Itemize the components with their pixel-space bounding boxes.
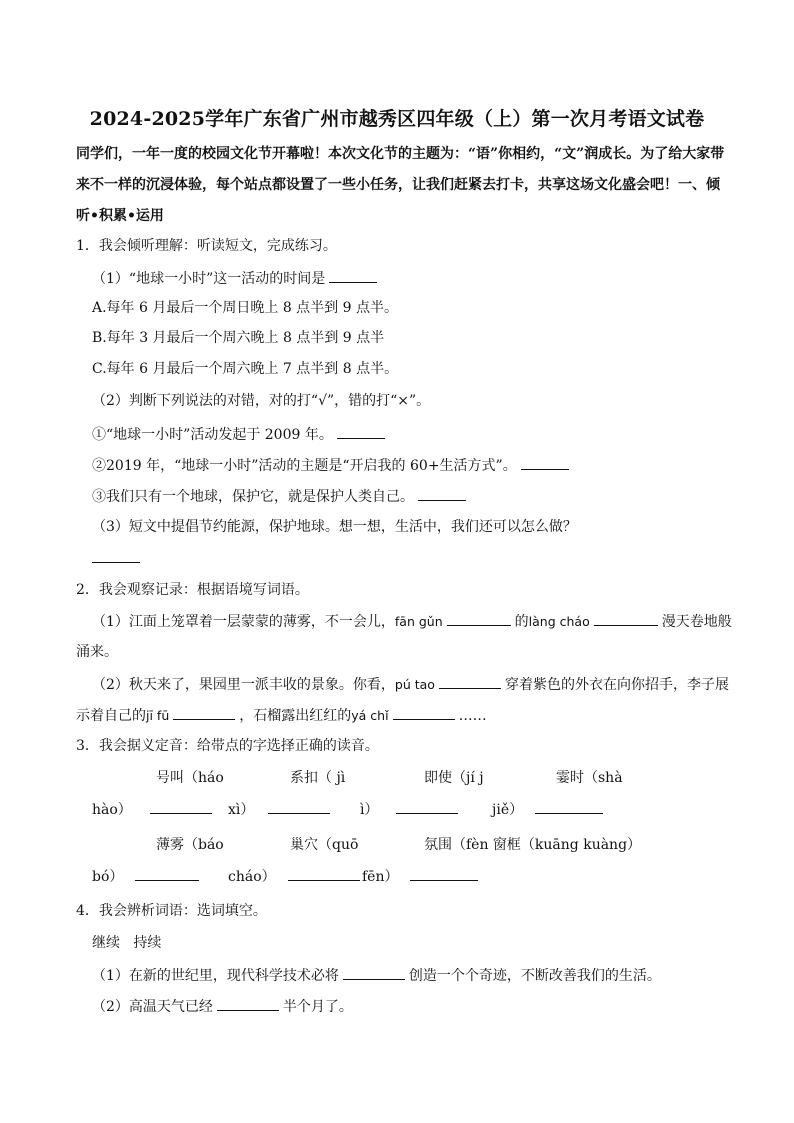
q3-reading-text: ì） <box>360 802 379 818</box>
q1-judge-2-text: ②2019 年，“地球一小时”活动的主题是“开启我的 60+生活方式”。 <box>92 458 517 474</box>
q1-option-a: A.每年 6 月最后一个周日晚上 8 点半到 9 点半。 <box>92 300 398 316</box>
q3-item-2: 系扣（ jì <box>290 770 346 786</box>
q2-para1-text-b: 的 <box>514 614 529 630</box>
q2-para1-text-a: （1）江面上笼罩着一层蒙蒙的薄雾，不一会儿， <box>92 614 395 630</box>
answer-blank[interactable] <box>92 548 140 563</box>
q3-reading-text: hào） <box>92 802 132 818</box>
q2-para2-cont <box>76 705 487 726</box>
q3-row2-a <box>92 799 216 820</box>
answer-blank[interactable] <box>329 268 377 283</box>
pinyin-label: fān gǔn <box>394 614 443 629</box>
q3-reading-text: bó） <box>92 869 124 885</box>
answer-blank[interactable] <box>337 424 385 439</box>
q1-sub1-text: （1）“地球一小时”这一活动的时间是 <box>92 271 326 287</box>
q3-row2-b <box>228 799 334 820</box>
q4-word-choices: 继续 持续 <box>92 935 162 951</box>
q2-para1-text-c: 漫天卷地般 <box>661 614 732 630</box>
answer-blank[interactable] <box>173 705 235 720</box>
q1-judge-3-text: ③我们只有一个地球，保护它，就是保护人类自己。 <box>92 489 414 505</box>
q2-para2-text-d: ，石榴露出红红的 <box>239 708 352 724</box>
answer-blank[interactable] <box>150 799 212 814</box>
answer-blank[interactable] <box>535 799 603 814</box>
q1-judge-1-text: ①“地球一小时”活动发起于 2009 年。 <box>92 427 333 443</box>
q3-reading-text: jiě） <box>492 802 524 818</box>
q3-item-4: 霎时（shà <box>556 770 623 786</box>
answer-blank[interactable] <box>396 799 458 814</box>
q3-row4-b <box>228 866 364 887</box>
q4-sentence-2-text-a: （2）高温天气已经 <box>92 999 213 1015</box>
answer-blank[interactable] <box>268 799 330 814</box>
pinyin-label: yá chǐ <box>351 708 389 723</box>
q4-sentence-2 <box>92 996 353 1017</box>
pinyin-label: làng cháo <box>528 614 590 629</box>
q2-para2-text-b: 穿着紫色的外衣在向你招手，李子展 <box>504 677 729 693</box>
ellipsis: …… <box>458 708 487 724</box>
answer-blank[interactable] <box>447 611 511 626</box>
answer-blank[interactable] <box>418 486 466 501</box>
q3-stem: 3．我会据义定音：给带点的字选择正确的读音。 <box>76 738 379 754</box>
intro-paragraph: 同学们，一年一度的校园文化节开幕啦！本次文化节的主题为：“语”你相约，“文”润成长。为了给大家带来不一样的沉浸体验，每个站点都设置了一些小任务，让我们赶紧去打卡，共享这场文化盛会吧！一、倾听•积累•运用 <box>76 146 725 224</box>
q3-row4-a <box>92 866 203 887</box>
answer-blank[interactable] <box>288 866 360 881</box>
answer-blank[interactable] <box>521 455 569 470</box>
q3-item-6: 巢穴（quō <box>290 837 359 853</box>
q3-reading-text: xì） <box>228 802 255 818</box>
q4-sentence-1 <box>92 965 661 986</box>
q3-item-3: 即使（jí j <box>424 770 484 786</box>
q2-para1-cont: 涌来。 <box>76 644 118 660</box>
q1-sub2: （2）判断下列说法的对错，对的打“√”，错的打“×”。 <box>92 393 431 409</box>
answer-blank[interactable] <box>410 866 478 881</box>
q2-para2-text-c: 示着自己的 <box>76 708 146 724</box>
q1-sub3-answer <box>92 548 144 569</box>
pinyin-label: jī fū <box>146 708 170 723</box>
q1-stem: 1．我会倾听理解：听读短文，完成练习。 <box>76 238 337 254</box>
answer-blank[interactable] <box>217 996 279 1011</box>
q1-option-b: B.每年 3 月最后一个周六晚上 8 点半到 9 点半 <box>92 330 385 346</box>
page-title: 2024-2025学年广东省广州市越秀区四年级（上）第一次月考语文试卷 <box>89 108 705 130</box>
q3-row2-d <box>492 799 607 820</box>
q4-sentence-1-text-a: （1）在新的世纪里，现代科学技术必将 <box>92 968 339 984</box>
q3-reading-text: fēn） <box>362 869 399 885</box>
q4-sentence-2-text-b: 半个月了。 <box>282 999 353 1015</box>
q1-sub1 <box>92 268 381 289</box>
q4-sentence-1-text-b: 创造一个个奇迹，不断改善我们的生活。 <box>408 968 661 984</box>
q2-para2-text-a: （2）秋天来了，果园里一派丰收的景象。你看， <box>92 677 395 693</box>
pinyin-label: pú tao <box>394 677 435 692</box>
q3-row2-c <box>360 799 462 820</box>
q1-option-c: C.每年 6 月最后一个周六晚上 7 点半到 8 点半。 <box>92 361 399 377</box>
q4-stem: 4．我会辨析词语：选词填空。 <box>76 903 267 919</box>
q2-stem: 2．我会观察记录：根据语境写词语。 <box>76 582 309 598</box>
q1-judge-3 <box>92 486 470 507</box>
q3-row4-c <box>362 866 482 887</box>
q1-judge-2 <box>92 455 573 476</box>
q1-judge-1 <box>92 424 389 445</box>
q3-item-1: 号叫（háo <box>156 770 224 786</box>
answer-blank[interactable] <box>594 611 658 626</box>
q3-item-7: 氛围（fèn 窗框（kuāng kuàng） <box>424 837 642 853</box>
q3-reading-text: cháo） <box>228 869 276 885</box>
q2-para1 <box>92 611 732 632</box>
answer-blank[interactable] <box>343 965 405 980</box>
q2-para2 <box>92 674 729 695</box>
q3-item-5: 薄雾（báo <box>156 837 224 853</box>
answer-blank[interactable] <box>393 705 455 720</box>
q1-sub3: （3）短文中提倡节约能源，保护地球。想一想，生活中，我们还可以怎么做？ <box>92 519 577 535</box>
answer-blank[interactable] <box>135 866 199 881</box>
answer-blank[interactable] <box>439 674 501 689</box>
